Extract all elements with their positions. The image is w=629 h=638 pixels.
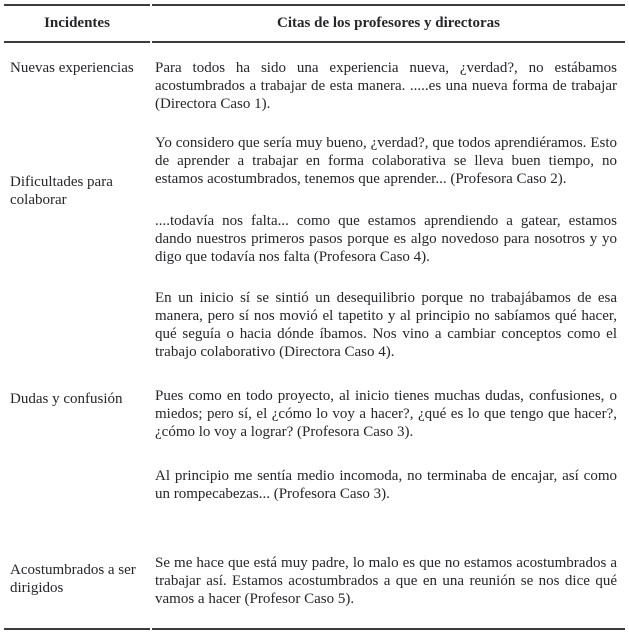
incident-label: Acostumbrados a ser dirigidos <box>4 530 150 630</box>
quote-paragraph: Se me hace que está muy padre, lo malo es que no estamos acostumbrados a trabajar así. Estamos acostumbrados a que en una reunión se nos dice qué vamos a hacer (Profesor Caso 5). <box>155 555 617 607</box>
incident-label: Dudas y confusión <box>10 390 123 407</box>
table-row <box>4 43 625 114</box>
quotes-cell <box>152 267 625 530</box>
incident-label: Dificultades para colaborar <box>10 173 113 208</box>
table-row <box>4 267 625 530</box>
quote-paragraph: ....todavía nos falta... como que estamos aprendiendo a gatear, estamos dando nuestros primeros pasos porque es algo novedoso para nosotros y yo digo que todavía nos falta (Profesora Caso 4). <box>155 213 617 265</box>
column-header-incidentes: Incidentes <box>4 4 150 43</box>
quotes-cell <box>152 43 625 114</box>
incident-label: Nuevas experiencias <box>10 60 134 76</box>
table-header <box>4 4 625 43</box>
column-header-citas: Citas de los profesores y directoras <box>152 4 625 43</box>
table-body <box>4 43 625 630</box>
quote-paragraph: Para todos ha sido una experiencia nueva, ¿verdad?, no estábamos acostumbrados a trabajar de esta manera. .....es una nueva forma de trabajar (Directora Caso 1). <box>155 60 617 112</box>
quotes-cell <box>152 530 625 630</box>
quote-paragraph: Yo considero que sería muy bueno, ¿verdad?, que todos aprendiéramos. Esto de aprender a trabajar en forma colaborativa se lleva buen tiempo, no estamos acostumbrados, tenemos que aprender... (Profesora Caso 2). <box>155 135 617 187</box>
table-row <box>4 530 625 630</box>
quote-paragraph: Al principio me sentía medio incomoda, no terminaba de encajar, así como un rompecabezas... (Profesora Caso 3). <box>155 468 617 502</box>
quote-paragraph: En un inicio sí se sintió un desequilibrio porque no trabajábamos de esa manera, pero sí nos movió el tapetito y al principio no sabíamos qué hacer, qué seguía o hacia dónde íbamos. Nos vino a cambiar conceptos como el trabajo colaborativo (Directora Caso 4). <box>155 290 617 360</box>
quote-paragraph: Pues como en todo proyecto, al inicio tienes muchas dudas, confusiones, o miedos; pero sí, el ¿cómo lo voy a hacer?, ¿qué es lo que tengo que hacer?, ¿cómo lo voy a lograr? (Profesora Caso 3). <box>155 388 617 440</box>
incidents-quotes-table <box>2 4 627 630</box>
table-row <box>4 114 625 267</box>
quotes-cell <box>152 114 625 267</box>
